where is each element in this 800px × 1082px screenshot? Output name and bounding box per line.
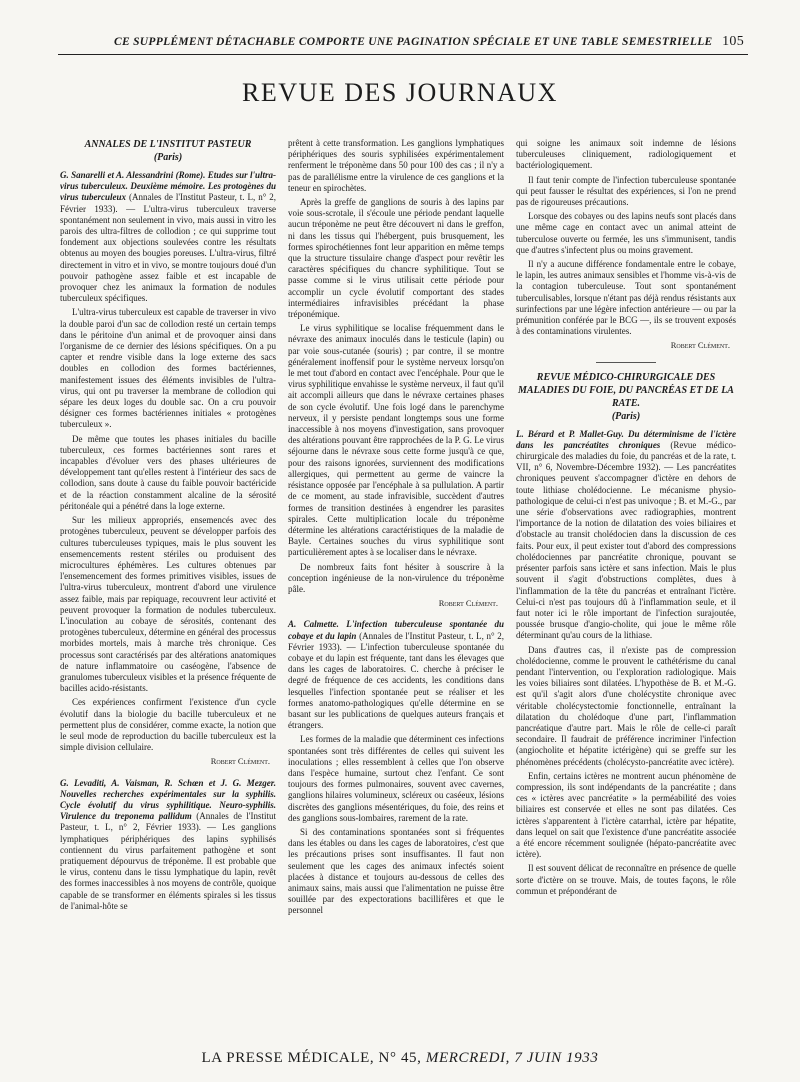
paragraph: De même que toutes les phases initiales du bacille tuberculeux, ces formes bactériennes sont rares et incapables d'évoluer vers des phases ultérieures de développement tant qu'elles restent à l'intérieur des sacs de collodion, sans doute à cause du faible pouvoir bactéricide et de la réaction constamment alcaline de la sérosité péritonéale qui a pénétré dans la loge externe.: [60, 433, 276, 511]
author-signature: Robert Clément.: [670, 340, 730, 351]
paragraph: Ces expériences confirment l'existence d'un cycle évolutif dans la biologie du bacille tuberculeux et ne permettent plus de considérer, comme exacte, la notion que le seul mode de reproduction du bacille tuberculeux est la simple division cellulaire.: [60, 697, 276, 753]
article-heading: G. Sanarelli et A. Alessandrini (Rome). Etudes sur l'ultra-virus tuberculeux. Deuxième mémoire. Les protogènes du virus tuberculeux: [60, 170, 276, 203]
paragraph: Il n'y a aucune différence fondamentale entre le cobaye, le lapin, les autres animaux sensibles et l'homme vis-à-vis de la contagion tuberculeuse. Tout sont spontanément tuberculisables, lorsque n'étant pas déjà rendus résistants aux surinfections par une légère infection antérieure — ou par la prémunition conférée par le BCG —, ils se trouvent exposés à des contaminations virulentes.: [516, 259, 736, 337]
running-header: [58, 34, 748, 55]
article-levaditi: G. Levaditi, A. Vaisman, R. Schœn et J. G. Mezger. Nouvelles recherches expérimentales sur la syphilis. Cycle évolutif du virus syphilitique. Neuro-syphilis. Virulence du treponema pallidum (Annales de l'Institut Pasteur, t. L, n° 2, Février 1933). — Les ganglions lymphatiques périphériques des lapins syphilisés contiennent du virus parfaitement pathogène et sont pratiquement dépourvus de tréponème. Il est probable que le virus, contenu dans le tissu lymphatique du lapin, revêt des formes inaccessibles à nos moyens de contrôle, quoique capable de se transformer en éléments spirales si les tissus de l'animal-hôte se: [60, 777, 276, 911]
paragraph: prêtent à cette transformation. Les ganglions lymphatiques périphériques des souris syphilisées expérimentalement renferment le tréponème dans 50 pour 100 des cas ; il n'y a pas de parallélisme entre la virulence de ces ganglions et la teneur en spirochètes.: [288, 138, 504, 193]
paragraph: Enfin, certains ictères ne montrent aucun phénomène de compression, ils sont indépendants de la pancréatite ; dans ces « ictères avec pancréatite » la perméabilité des voies biliaires est conservée et elles ne sont pas dilatées. Ces ictères s'apparentent à l'ictère catarrhal, ictère par hépatite, dans lequel on sait que l'existence d'une pancréatite associée a été encore récemment soulignée (hépato-pancréatite avec ictère).: [516, 770, 736, 860]
section-divider: [596, 362, 656, 363]
paragraph: Lorsque des cobayes ou des lapins neufs sont placés dans une même cage en contact avec un animal atteint de tuberculose ouverte ou fermée, les uns s'immunisent, tandis que d'autres s'infectent plus ou moins gravement.: [516, 211, 736, 255]
footer-journal: LA PRESSE MÉDICALE, N° 45,: [201, 1050, 422, 1066]
column-3: [516, 138, 736, 900]
footer-date: MERCREDI, 7 JUIN 1933: [425, 1050, 599, 1066]
section-title-pasteur: ANNALES DE L'INSTITUT PASTEUR (Paris): [84, 139, 252, 163]
paragraph: Il faut tenir compte de l'infection tuberculeuse spontanée qui peut fausser le résultat des expériences, si l'on ne prend pas de rigoureuses précautions.: [516, 174, 736, 208]
page-number: 105: [722, 34, 744, 49]
paragraph: L'ultra-virus tuberculeux est capable de traverser in vivo la double paroi d'un sac de collodion resté un certain temps dans le péritoine d'un animal et de provoquer ainsi dans l'organisme de ce dernier des lésions spécifiques. On a pu capter et rendre visible dans la loge externe des sacs doubles en collodion des formes bactériennes, manifestement issues des éléments invisibles de l'ultra-virus, qui ont pu traverser la membrane de collodion qui sépare les deux loges du double sac. On a cru pouvoir désigner ces formes bactériennes initiales « protogènes tuberculeux ».: [60, 307, 276, 430]
paragraph: Il est souvent délicat de reconnaître en présence de quelle sorte d'ictère on se trouve. Mais, de toutes façons, le rôle commun et prépondérant de: [516, 863, 736, 896]
paragraph: Après la greffe de ganglions de souris à des lapins par voie sous-scrotale, il s'écoule une période pendant laquelle aucun tréponème ne peut être découvert ni dans le greffon, ni dans les tissus qui l'hébergent, puis brusquement, les formes spirochétiennes font leur apparition en même temps que la structure tissulaire change d'aspect pour revêtir les caractères spécifiques du chancre syphilitique. Tout se passe comme si le virus utilisait cette période pour accomplir un cycle évolutif comportant des stades intermédiaires infravisibles précédant la phase tréponémique.: [288, 197, 504, 320]
paragraph: qui soigne les animaux soit indemne de lésions tuberculeuses cliniquement, radiologiquement et bactériologiquement.: [516, 138, 736, 171]
paragraph: Dans d'autres cas, il n'existe pas de compression cholédocienne, comme le prouvent le cathétérisme du canal pendant l'intervention, ou l'exploration radiologique. Mais les voies biliaires sont dilatées. L'hypothèse de B. et M.-G. est qu'il s'agit alors d'une cholécystite chronique avec véritable cholécystectomie fonctionnelle, entraînant la dilatation du cholédoque d'une part, l'inflammation pancréatique d'autre part. Mais le rôle de celle-ci paraît secondaire. Il faudrait de préférence incriminer l'infection (angiocholite et hépatite ictérigène) qui se greffe sur les phénomènes précédents (cholécysto-pancréatite avec ictère).: [516, 644, 736, 767]
paragraph: Si des contaminations spontanées sont si fréquentes dans les étables ou dans les cages de laboratoires, c'est que les précautions prises sont insuffisantes. Il faut non seulement que les cages des animaux infectés soient placées à distance et toujours au-dessous de celles des animaux sains, mais aussi que l'alimentation ne puisse être souillée par des expectorations bacillifères et que le personnel: [288, 826, 504, 916]
author-signature: Robert Clément.: [210, 756, 270, 767]
article-heading: A. Calmette. L'infection tuberculeuse spontanée du cobaye et du lapin: [288, 619, 504, 641]
paragraph: Le virus syphilitique se localise fréquemment dans le névraxe des animaux inoculés dans le testicule (lapin) ou par voie sous-cutanée (souris) ; par contre, il se montre généralement inoffensif pour le système nerveux lorsqu'on le met tout d'abord en contact avec l'encéphale. Pour que le virus syphilitique envahisse le système nerveux, il faut qu'il ait accompli ailleurs que dans le névraxe certaines phases de son cycle évolutif. Une fois logé dans le parenchyme nerveux, il y persiste pendant longtemps sous une forme inaccessible à nos moyens d'investigation, sans provoquer des altérations pouvant être rapprochées de la P. G. Le virus séjourne dans le névraxe sous cette forme jusqu'à ce que, pour des raisons ignorées, surviennent des modifications allergiques, qui permettent au germe de vaincre la résistance opposée par l'encéphale à sa pullulation. A partir de ce moment, au stade infravisible, succèdent d'autres formes de transition destinées à engendrer les parasites spirales. Cette multiplication locale du tréponème détermine les altérations caractéristiques de la maladie de Bayle. Certaines souches du virus syphilitique sont particulièrement aptes à se localiser dans le névraxe.: [288, 323, 504, 558]
article-heading: G. Levaditi, A. Vaisman, R. Schœn et J. G. Mezger. Nouvelles recherches expérimentales sur la syphilis. Cycle évolutif du virus syphilitique. Neuro-syphilis. Virulence du treponema pallidum: [60, 777, 276, 822]
article-calmette: A. Calmette. L'infection tuberculeuse spontanée du cobaye et du lapin (Annales de l'Institut Pasteur, t. L, n° 2, Février 1933). — L'infection tuberculeuse spontanée du cobaye et du lapin est fréquente, tant dans les élevages que dans les cages de laboratoires. C. cherche à préciser le degré de fréquence de ces accidents, les conditions dans lesquelles l'infection spontanée peut se réaliser et les formes anatomo-pathologiques qu'elle détermine en se basant sur les publications de quelques auteurs français et étrangers.: [288, 619, 505, 731]
paragraph: De nombreux faits font hésiter à souscrire à la conception ingénieuse de la non-virulence du tréponème pâle.: [288, 561, 504, 594]
article-berard: L. Bérard et P. Mallet-Guy. Du déterminisme de l'ictère dans les pancréatites chroniques (Revue médico-chirurgicale des maladies du foie, du pancréas et de la rate, t. VII, n° 6, Novembre-Décembre 1932). — Les pancréatites chroniques peuvent s'accompagner d'ictère en dehors de toute lithiase cholédocienne. Le mécanisme physio-pathologique de celui-ci n'est pas univoque ; B. et M.-G., par une série d'observations avec radiographies, montrent l'importance de la notion de dilatation des voies biliaires et d'obstacle au transit cholédocien dans la discussion de ces faits. Pour eux, il peut exister tout d'abord des compressions cholédociennes par pancréatite chronique, pouvant se présenter parfois sans ictère et sans infection. Mais le plus souvent il s'agit d'obstructions complètes, dues à l'inflammation de la tête du pancréas et entraînant l'ictère. Celui-ci n'est pas toujours dû à l'inflammation seule, et il faut noter ici le rôle important de l'infection surajoutée, poussée brusque d'angio-cholite, qui joue le même rôle déterminant qu'au cours de la lithiase.: [516, 428, 736, 641]
article-sanarelli: G. Sanarelli et A. Alessandrini (Rome). Etudes sur l'ultra-virus tuberculeux. Deuxième mémoire. Les protogènes du virus tuberculeux (Annales de l'Institut Pasteur, t. L, n° 2, Février 1933). — L'ultra-virus tuberculeux traverse spontanément non seulement in vivo, mais aussi in vitro les parois des ultra-filtres de collodion ; ce qui supprime tout fondement aux objections soulevées contre les résultats obtenus au moyen des bougies poreuses. L'ultra-virus, filtré directement in vitro et in vivo, se montre toujours doué d'un pouvoir pathogène assez faible et est incapable de provoquer chez les animaux la formation de nodules tuberculeux spécifiques.: [60, 170, 277, 304]
author-signature: Robert Clément.: [438, 598, 498, 609]
column-1: [60, 138, 276, 915]
paragraph: Les formes de la maladie que déterminent ces infections spontanées sont très différentes de celles qui suivent les inoculations ; elles ressemblent à celles que l'on observe dans l'espèce humaine, surtout chez l'enfant. Ce sont toujours des formes pulmonaires, souvent avec cavernes, ganglions hilaires volumineux, scléreux ou caséeux, lésions discrètes des ganglions mésentériques, du foie, des reins et des ganglions sous-lombaires, rarement de la rate.: [288, 734, 504, 823]
page-footer: [0, 1050, 800, 1067]
header-text: CE SUPPLÉMENT DÉTACHABLE COMPORTE UNE PAGINATION SPÉCIALE ET UNE TABLE SEMESTRIELLE: [114, 36, 713, 48]
article-heading: L. Bérard et P. Mallet-Guy. Du déterminisme de l'ictère dans les pancréatites chroniques: [516, 428, 736, 450]
section-title-foie: REVUE MÉDICO-CHIRURGICALE DES MALADIES DU FOIE, DU PANCRÉAS ET DE LA RATE. (Paris): [518, 371, 734, 422]
paragraph: Sur les milieux appropriés, ensemencés avec des protogènes tuberculeux, peuvent se développer parfois des cultures tuberculeuses typiques, mais le plus souvent les ensemencements restent stériles ou produisent des microcultures éphémères. Les cultures obtenues par l'ensemencement des formes primitives visibles, issues de l'ultra-virus tuberculeux, montrent d'abord une virulence assez faible, mais par repiquage, recouvrent leur activité et peuvent provoquer la formation de nodules tuberculeux. L'inoculation au cobaye de sérosités, contenant des protogènes tuberculeux, détermine en général des processus morbides mortels, mais à marche très chronique. Ces processus sont caractérisés par des altérations anatomiques de nature inflammatoire ou caséogène, l'absence de granulomes tuberculeux visibles et la présence fréquente de bacilles acido-résistants.: [60, 515, 276, 694]
masthead-title: REVUE DES JOURNAUX: [242, 78, 558, 107]
column-2: [288, 138, 504, 920]
